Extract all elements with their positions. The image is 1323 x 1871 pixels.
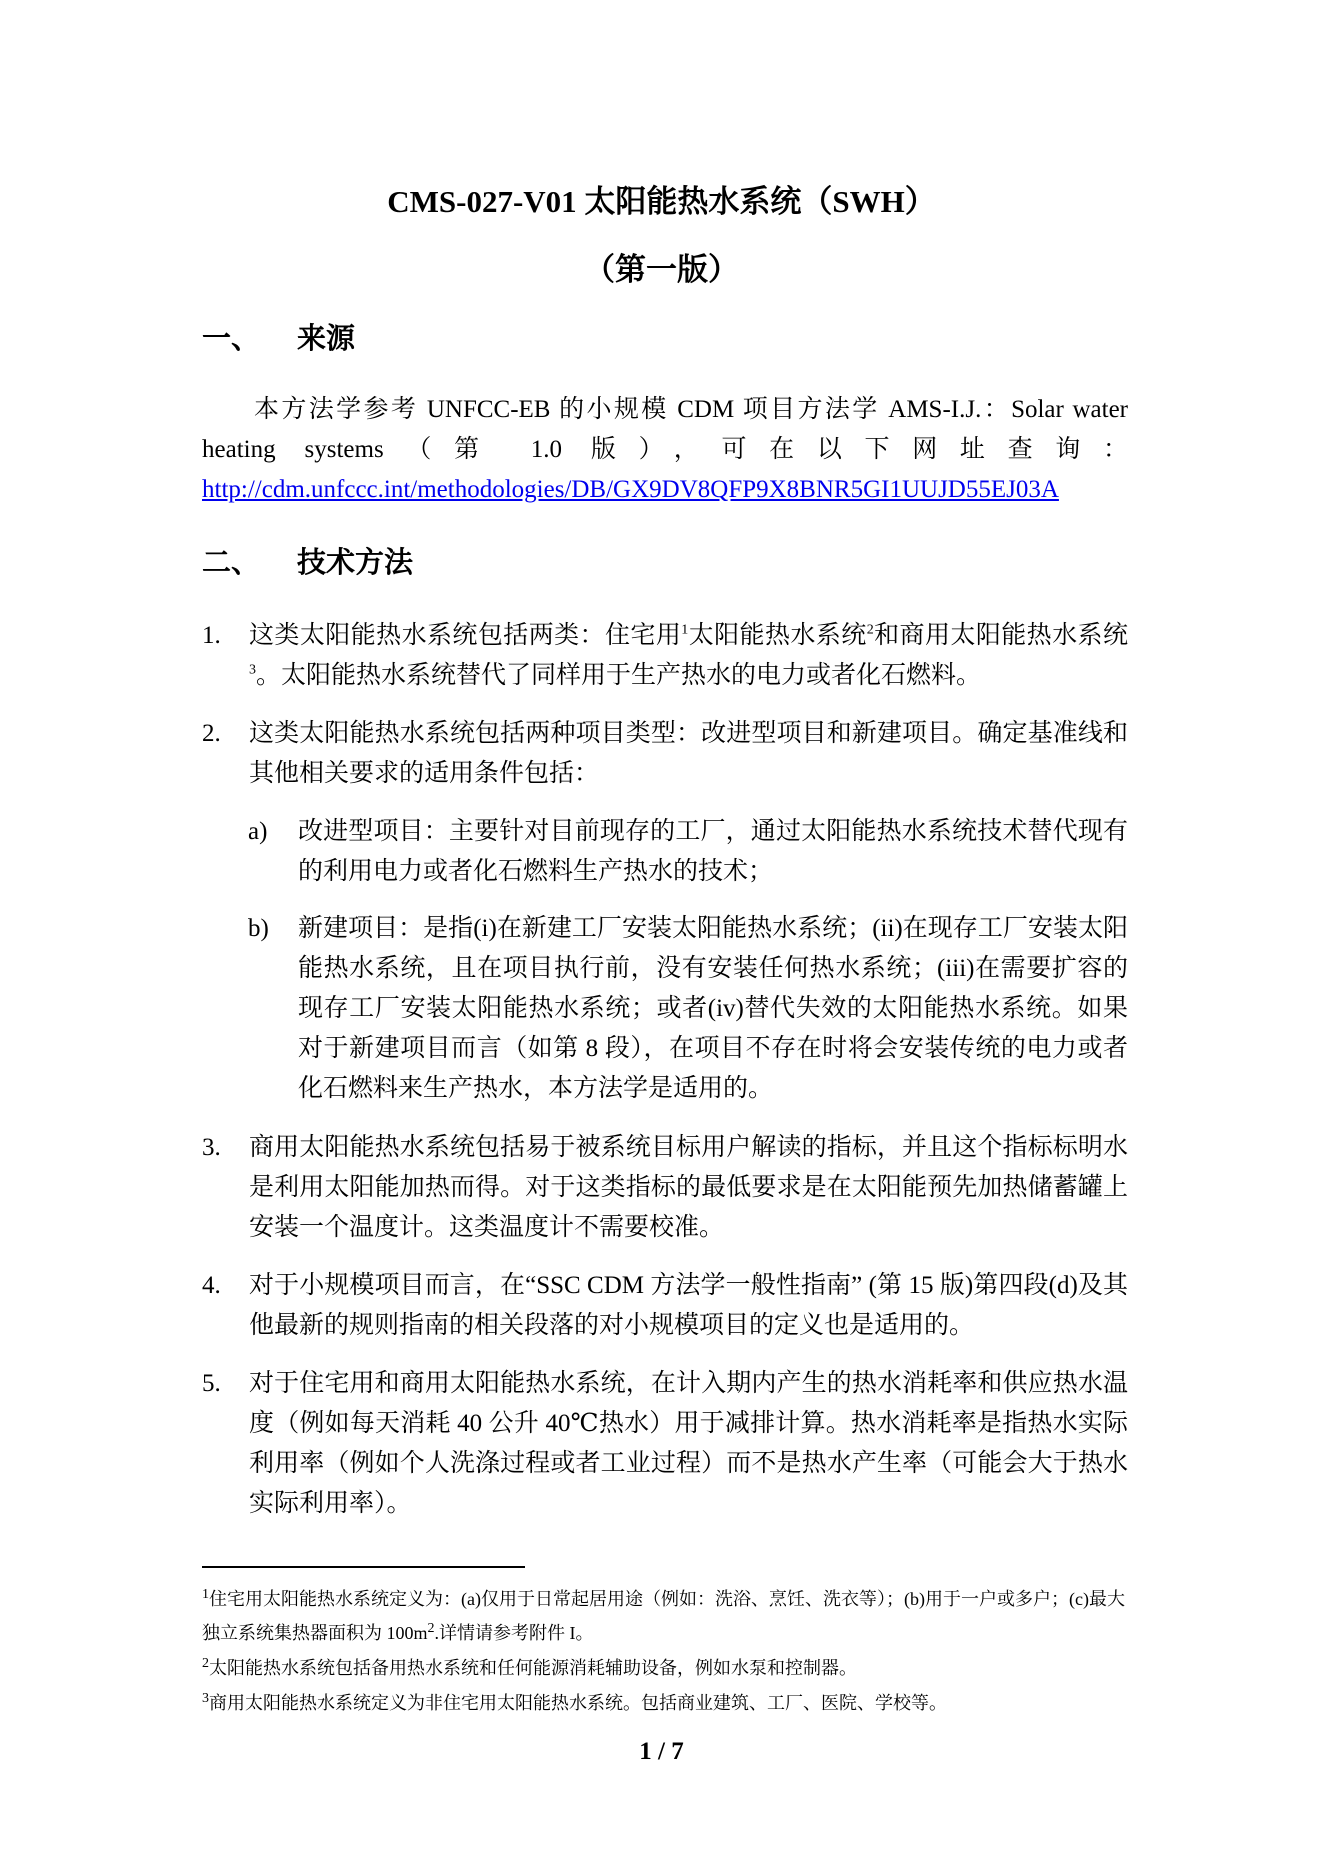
footnote-number: 1 [202,1587,209,1602]
methodology-link[interactable]: http://cdm.unfccc.int/methodologies/DB/GX9DV8QFP9X8BNR5GI1UUJD55EJ03A [202,476,1059,503]
item-number: b) [248,915,269,942]
footnote-ref[interactable]: 1 [681,622,689,638]
footnote-ref[interactable]: 2 [866,622,874,638]
superscript: 2 [427,1621,435,1636]
item-text: 这类太阳能热水系统包括两类：住宅用 [249,622,682,649]
item-number: 2. [202,720,221,747]
sub-item-a [248,812,1128,892]
footnote-2 [202,1651,1128,1685]
item-text: 新建项目：是指(i)在新建工厂安装太阳能热水系统；(ii)在现存工厂安装太阳能热水系统，且在项目执行前，没有安装任何热水系统；(iii)在需要扩容的现存工厂安装太阳能热水系统；或者(iv)替代失效的太阳能热水系统。如果对于新建项目而言（如第 8 段），在项目不存在时将会安装传统的电力或者化石燃料来生产热水，本方法学是适用的。 [298,915,1128,1102]
footnote-number: 3 [202,1691,209,1706]
source-text: 本方法学参考 UNFCC-EB 的小规模 CDM 项目方法学 AMS-I.J.：Solar water heating systems（第 1.0 版），可在以下网址查询： [202,396,1128,463]
item-number: a) [248,818,268,845]
list-item-1 [202,616,1128,696]
section-number: 一、 [202,323,261,355]
item-text: 商用太阳能热水系统包括易于被系统目标用户解读的指标，并且这个指标标明水是利用太阳能加热而得。对于这类指标的最低要求是在太阳能预先加热储蓄罐上安装一个温度计。这类温度计不需要校准。 [249,1134,1128,1241]
footnote-1 [202,1582,1128,1650]
section-label: 来源 [297,323,356,355]
sub-item-b [248,909,1128,1109]
section-label: 技术方法 [297,547,414,579]
source-paragraph [202,390,1128,510]
item-number: 3. [202,1134,221,1161]
footnote-number: 2 [202,1656,209,1671]
item-text: 对于小规模项目而言，在“SSC CDM 方法学一般性指南” (第 15 版)第四段(d)及其他最新的规则指南的相关段落的对小规模项目的定义也是适用的。 [249,1272,1128,1339]
item-number: 5. [202,1370,221,1397]
footnote-divider [202,1566,525,1568]
section-number: 二、 [202,547,261,579]
item-text: 对于住宅用和商用太阳能热水系统，在计入期内产生的热水消耗率和供应热水温度（例如每天消耗 40 公升 40℃热水）用于减排计算。热水消耗率是指热水实际利用率（例如个人洗涤过程或者工业过程）而不是热水产生率（可能会大于热水实际利用率）。 [249,1370,1128,1517]
item-text: 太阳能热水系统 [688,622,867,649]
section-heading-source [202,316,355,357]
item-number: 4. [202,1272,221,1299]
footnote-text: 住宅用太阳能热水系统定义为：(a)仅用于日常起居用途（例如：洗浴、烹饪、洗衣等）；(b)用于一户或多户；(c)最大独立系统集热器面积为 100m [202,1589,1125,1643]
footnote-text: 商用太阳能热水系统定义为非住宅用太阳能热水系统。包括商业建筑、工厂、医院、学校等。 [209,1693,947,1713]
list-item-2 [202,714,1128,794]
list-item-5 [202,1364,1128,1524]
item-text: 这类太阳能热水系统包括两种项目类型：改进型项目和新建项目。确定基准线和其他相关要求的适用条件包括： [249,720,1128,787]
footnote-ref[interactable]: 3 [249,662,256,678]
list-item-4 [202,1266,1128,1346]
footnote-text: .详情请参考附件 I。 [434,1623,594,1643]
list-item-3 [202,1128,1128,1248]
page-number: 1 / 7 [639,1738,684,1765]
item-number: 1. [202,622,221,649]
item-text: 和商用太阳能热水系统 [873,622,1128,649]
document-title: CMS-027-V01 太阳能热水系统（SWH） [387,184,936,219]
item-text: 。太阳能热水系统替代了同样用于生产热水的电力或者化石燃料。 [256,662,982,689]
footnote-3 [202,1686,1128,1720]
document-subtitle: （第一版） [584,252,739,287]
item-text: 改进型项目：主要针对目前现存的工厂，通过太阳能热水系统技术替代现有的利用电力或者化石燃料生产热水的技术； [298,818,1128,885]
section-heading-method [202,540,413,581]
footnote-text: 太阳能热水系统包括备用热水系统和任何能源消耗辅助设备，例如水泵和控制器。 [209,1658,857,1678]
